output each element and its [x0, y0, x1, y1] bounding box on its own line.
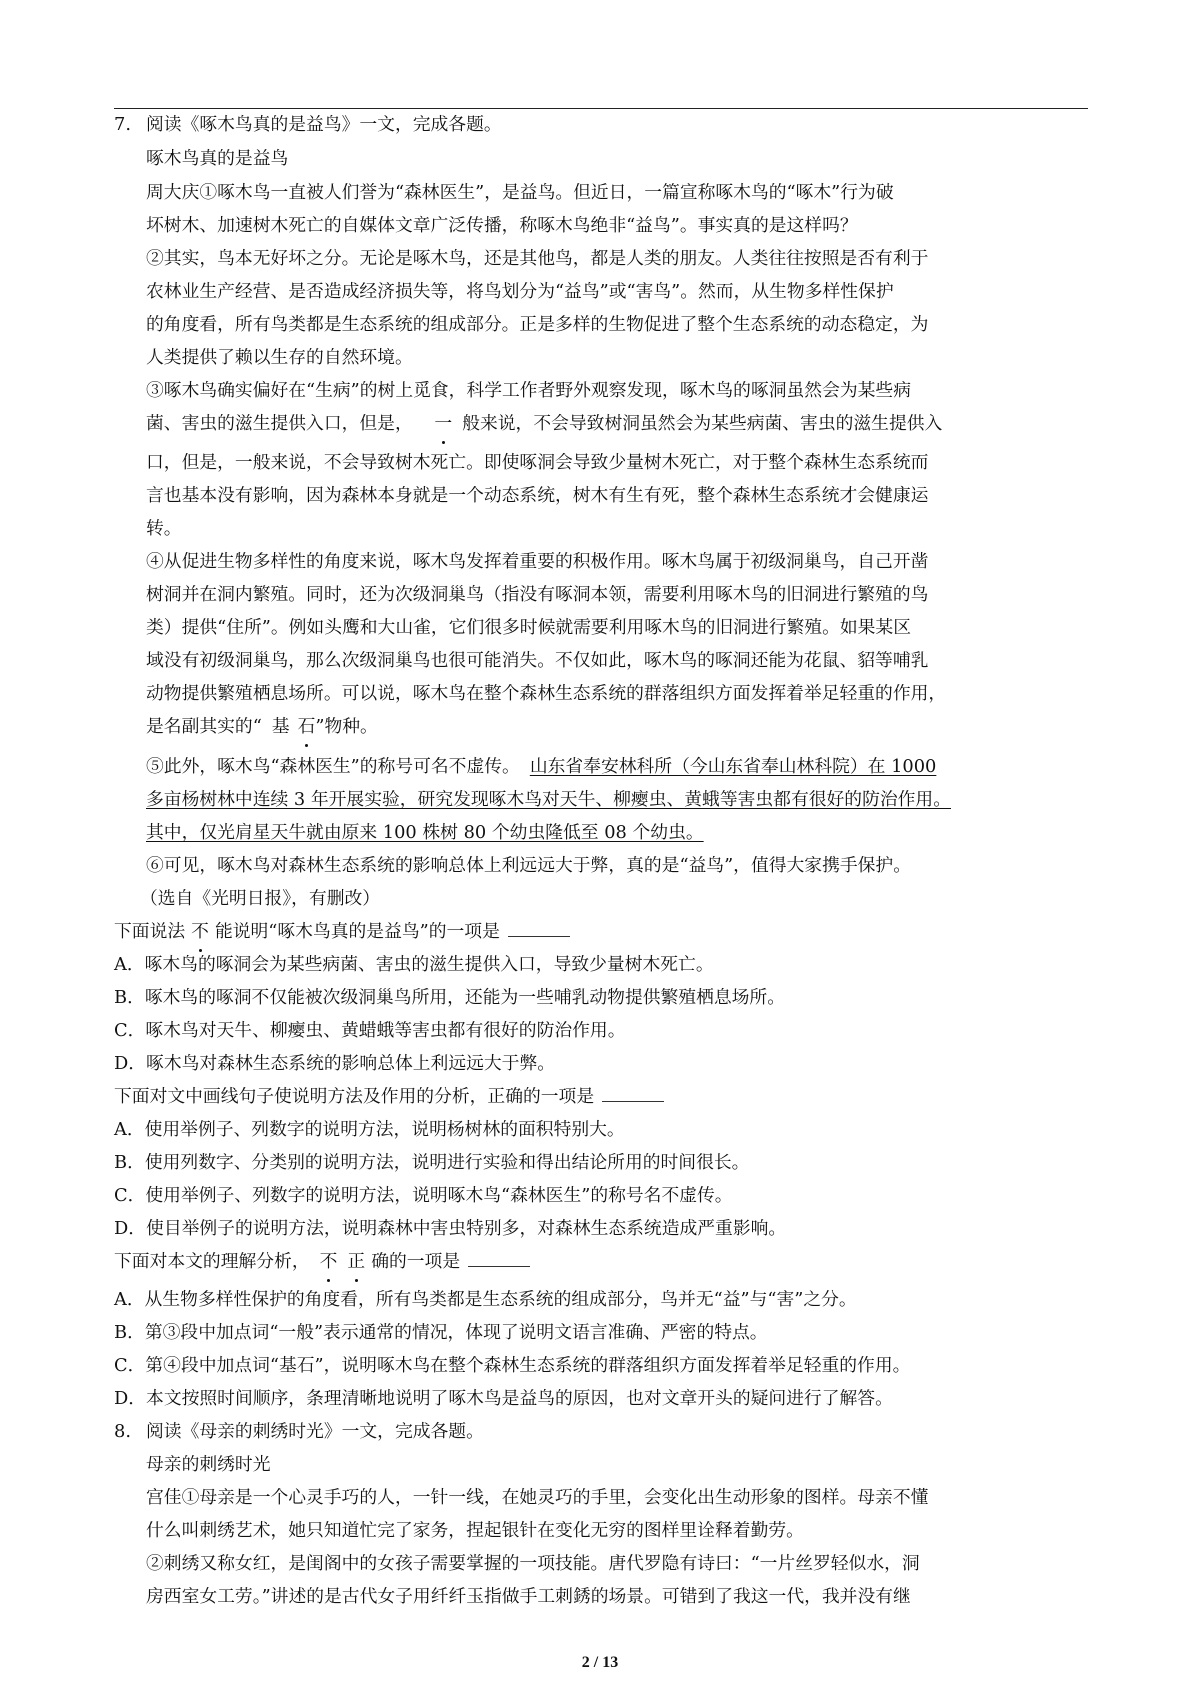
underlined-sentence [146, 790, 951, 810]
subquestion-1 [114, 922, 570, 942]
subquestion-3 [114, 1252, 530, 1272]
emphasis-dot-char: 一 [434, 413, 453, 434]
paragraph-line: ②其实，鸟本无好坏之分。无论是啄木鸟，还是其他鸟，都是人类的朋友。人类往往按照是否有利于 [146, 248, 929, 269]
answer-blank[interactable] [508, 922, 570, 937]
emphasis-char: 能 [214, 921, 233, 942]
option-a: A．从生物多样性保护的角度看，所有鸟类都是生态系统的组成部分，鸟并无“益”与“害”之分。 [114, 1289, 857, 1310]
option-d: D．本文按照时间顺序，条理清晰地说明了啄木鸟是益鸟的原因，也对文章开头的疑问进行了解答。 [114, 1388, 893, 1409]
underlined-sentence [146, 823, 704, 843]
option-b: B．啄木鸟的啄洞不仅能被次级洞巢鸟所用，还能为一些哺乳动物提供繁殖栖息场所。 [114, 987, 785, 1008]
option-a: A．啄木鸟的啄洞会为某些病菌、害虫的滋生提供入口，导致少量树木死亡。 [114, 954, 714, 975]
q7-prompt: 阅读《啄木鸟真的是益鸟》一文，完成各题。 [146, 114, 502, 135]
paragraph-line: 房西室女工劳。”讲述的是古代女子用纤纤玉指做手工刺銹的场景。可错到了我这一代，我并没有继 [146, 1586, 911, 1607]
paragraph-line: 的角度看，所有鸟类都是生态系统的组成部分。正是多样的生物促进了整个生态系统的动态稳定，为 [146, 314, 929, 335]
article-title: 母亲的刺绣时光 [146, 1454, 271, 1475]
header-rule [114, 108, 1088, 109]
subquestion-2 [114, 1087, 664, 1107]
answer-blank[interactable] [602, 1087, 664, 1102]
line-text: 菌、害虫的滋生提供入口，但是， [146, 413, 413, 434]
underlined-text: 其中，仅光肩星天牛就由原来 100 株树 80 个幼虫隆低至 08 个幼虫。 [146, 822, 704, 843]
paragraph-line: ⑥可见，啄木鸟对森林生态系统的影响总体上利远远大于弊，真的是“益鸟”，值得大家携手保护。 [146, 855, 911, 876]
answer-blank[interactable] [468, 1252, 530, 1267]
emphasis-dot-char: 不 [191, 921, 209, 942]
paragraph-line: 树洞并在洞内繁殖。同时，还为次级洞巢鸟（指没有啄洞本领，需要利用啄木鸟的旧洞进行繁殖的鸟 [146, 584, 929, 605]
paragraph-line: 域没有初级洞巢鸟，那么次级洞巢鸟也很可能消失。不仅如此，啄木鸟的啄洞还能为花鼠、貂等哺乳 [146, 650, 929, 671]
option-c: C．使用举例子、列数字的说明方法，说明啄木鸟“森林医生”的称号名不虚传。 [114, 1185, 733, 1206]
emphasis-dot-char: 不 [319, 1251, 338, 1272]
emphasis-dot-char: 正 [347, 1251, 366, 1272]
stem-text: 下面对文中画线句子使说明方法及作用的分析，正确的一项是 [114, 1086, 595, 1107]
option-c: C．第④段中加点词“基石”，说明啄木鸟在整个森林生态系统的群落组织方面发挥着举足轻重的作用。 [114, 1355, 911, 1376]
paragraph-line: 言也基本没有影响，因为森林本身就是一个动态系统，树木有生有死，整个森林生态系统才会健康运 [146, 485, 929, 506]
emphasis-char: 基 [271, 716, 290, 737]
paragraph-line: 人类提供了赖以生存的自然环境。 [146, 347, 413, 368]
option-c: C．啄木鸟对天牛、柳瘿虫、黄蜡蛾等害虫都有很好的防治作用。 [114, 1020, 626, 1041]
line-text: 来说，不会导致树洞虽然会为某些病菌、害虫的滋生提供入 [479, 413, 943, 434]
underlined-text: 多亩杨树林中连续 3 年开展实验，研究发现啄木鸟对天牛、柳瘿虫、黄蛾等害虫都有很好的防治作用。 [146, 789, 951, 810]
line-text: 是名副其实的“ [146, 716, 262, 737]
q8-number: 8. [114, 1421, 131, 1442]
stem-text: 说明“啄木鸟真的是益鸟”的一项是 [232, 921, 500, 942]
paragraph-line [146, 717, 378, 737]
source-note: （选自《光明日报》，有删改） [140, 888, 381, 909]
page-number: 2 / 13 [581, 1654, 619, 1671]
option-b: B．使用列数字、分类别的说明方法，说明进行实验和得出结论所用的时间很长。 [114, 1152, 750, 1173]
underlined-sentence: 山东省奉安林科所（今山东省奉山林科院）在 1000 [529, 756, 937, 777]
paragraph-line: 什么叫刺绣艺术，她只知道忙完了家务，捏起银针在变化无穷的图样里诠释着勤劳。 [146, 1520, 804, 1541]
stem-text: 下面对本文的理解分析， [114, 1251, 310, 1272]
option-d: D．使目举例子的说明方法，说明森林中害虫特别多，对森林生态系统造成严重影响。 [114, 1218, 787, 1239]
paragraph-line: 农林业生产经营、是否造成经济损失等，将鸟划分为“益鸟”或“害鸟”。然而，从生物多样性保护 [146, 281, 894, 302]
option-a: A．使用举例子、列数字的说明方法，说明杨树林的面积特别大。 [114, 1119, 625, 1140]
paragraph-line: 转。 [146, 518, 182, 539]
emphasis-dot-char: 石 [297, 716, 316, 737]
paragraph-line: ④从促进生物多样性的角度来说，啄木鸟发挥着重要的积极作用。啄木鸟属于初级洞巢鸟，自己开凿 [146, 551, 929, 572]
paragraph-line [146, 757, 936, 777]
paragraph-line [146, 414, 942, 434]
q8-prompt: 阅读《母亲的刺绣时光》一文，完成各题。 [146, 1421, 484, 1442]
article-title: 啄木鸟真的是益鸟 [146, 148, 289, 169]
paragraph-line: 宫佳①母亲是一个心灵手巧的人，一针一线，在她灵巧的手里，会变化出生动形象的图样。母亲不懂 [146, 1487, 929, 1508]
q7-number: 7. [114, 114, 131, 135]
paragraph-line: ③啄木鸟确实偏好在“生病”的树上觅食，科学工作者野外观察发现，啄木鸟的啄洞虽然会为某些病 [146, 380, 911, 401]
line-text: ⑤此外，啄木鸟“森林医生”的称号可名不虚传。 [146, 756, 520, 777]
option-b: B．第③段中加点词“一般”表示通常的情况，体现了说明文语言准确、严密的特点。 [114, 1322, 768, 1343]
paragraph-line: 动物提供繁殖栖息场所。可以说，啄木鸟在整个森林生态系统的群落组织方面发挥着举足轻重的作用， [146, 683, 947, 704]
paragraph-line: 类）提供“住所”。例如头鹰和大山雀，它们很多时候就需要利用啄木鸟的旧洞进行繁殖。如果某区 [146, 617, 911, 638]
line-text: ”物种。 [315, 716, 378, 737]
paragraph-line: 周大庆①啄木鸟一直被人们誉为“森林医生”，是益鸟。但近日，一篇宣称啄木鸟的“啄木”行为破 [146, 182, 894, 203]
stem-text: 确的一项是 [371, 1251, 461, 1272]
paragraph-line: 口，但是，一般来说，不会导致树木死亡。即使啄洞会导致少量树木死亡，对于整个森林生态系统而 [146, 452, 929, 473]
paragraph-line: 坏树木、加速树木死亡的自媒体文章广泛传播，称啄木鸟绝非“益鸟”。事实真的是这样吗？ [146, 215, 858, 236]
paragraph-line: ②刺绣又称女红，是闺阁中的女孩子需要掌握的一项技能。唐代罗隐有诗曰：“一片丝罗轻似水，洞 [146, 1553, 920, 1574]
stem-text: 下面说法 [114, 921, 186, 942]
emphasis-char: 般 [462, 413, 480, 434]
option-d: D．啄木鸟对森林生态系统的影响总体上利远远大于弊。 [114, 1053, 556, 1074]
